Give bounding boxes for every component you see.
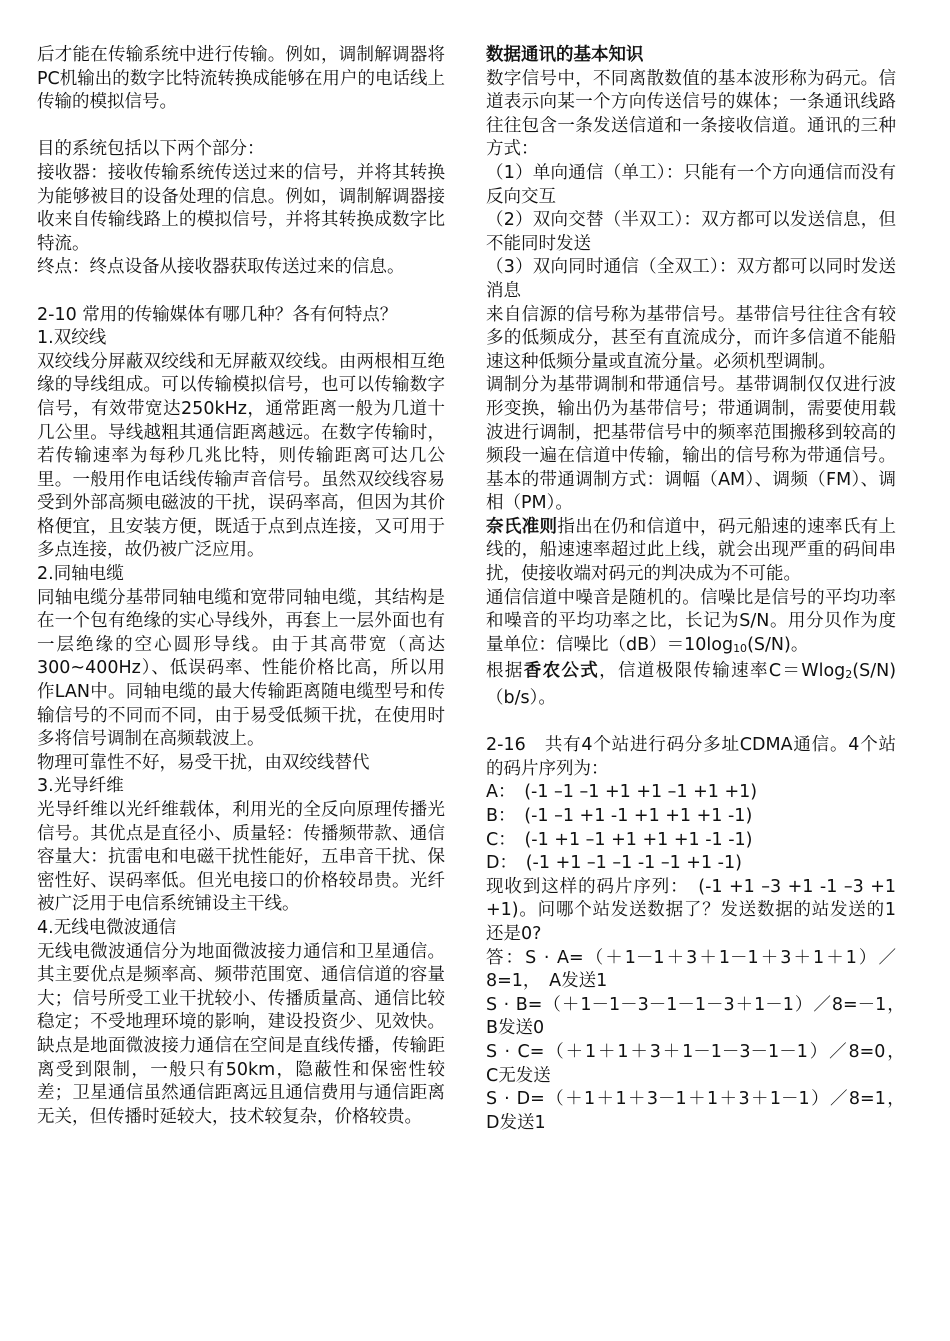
- shannon-log-base: 2: [845, 668, 853, 682]
- modulation-paragraph: 调制分为基带调制和带通信号。基带调制仅仅进行波形变换，输出仍为基带信号；带通调制，需要使用载波进行调制，把基带信号中的频率范围搬移到较高的频段一遍在信道中传输，输出的信号称为带通信号。基本的带通调制方式：调幅（AM）、调频（FM）、调相（PM）。: [486, 375, 896, 514]
- chip-sequence-d: D： (-1 +1 –1 –1 -1 –1 +1 -1): [486, 853, 742, 874]
- coax-note: 物理可靠性不好，易受干扰，由双绞线替代: [37, 752, 370, 773]
- nyquist-paragraph: [486, 516, 896, 587]
- fiber-body: 光导纤维以光纤维载体，利用光的全反向原理传播光信号。其优点是直径小、质量轻：传播频带款、通信容量大：抗雷电和电磁干扰性能好，五串音干扰、保密性好、误码率低。但光电接口的价格较昂贵。光纤被广泛用于电信系统铺设主干线。: [37, 800, 445, 915]
- answer-b: S · B=（＋1－1－3－1－1－3＋1－1）／8=－1， B发送0: [486, 994, 914, 1039]
- question-2-10: 2-10 常用的传输媒体有哪几种？各有何特点？: [37, 304, 398, 325]
- coax-body: 同轴电缆分基带同轴电缆和宽带同轴电缆，其结构是在一个包有绝缘的实心导线外，再套上一层外面也有一层绝缘的空心圆形导线。由于其高带宽（高达300~400Hz）、低误码率、性能价格比高，所以用作LAN中。同轴电缆的最大传输距离随电缆型号和传输信号的不同而不同，由于易受低频干扰，在使用时多将信号调制在高频载波上。: [37, 587, 445, 750]
- simplex-mode: （1）单向通信（单工）：只能有一个方向通信而没有反向交互: [486, 162, 896, 207]
- fiber-heading: 3.光导纤维: [37, 776, 124, 797]
- data-comm-basics-body: 数字信号中，不同离散数值的基本波形称为码元。信道表示向某一个方向传送信号的媒体；一条通讯线路往往包含一条发送信道和一条接收信道。通讯的三种方式：: [486, 68, 896, 160]
- twisted-pair-heading: 1.双绞线: [37, 328, 107, 349]
- nyquist-term: 奈氏准则: [486, 516, 558, 537]
- snr-formula-tail: (S/N)。: [747, 634, 809, 655]
- nyquist-text: 指出在仍和信道中，码元船速的速率氏有上线的，船速速率超过此上线，就会出现严重的码间串扰，使接收端对码元的判决成为不可能。: [486, 516, 897, 585]
- spacer: [486, 711, 896, 735]
- twisted-pair-body: 双绞线分屏蔽双绞线和无屏蔽双绞线。由两根相互绝缘的导线组成。可以传输模拟信号，也可以传输数字信号，有效带宽达250kHz，通常距离一般为几道十几公里。导线越粗其通信距离越远。在数字传输时，若传输速率为每秒几兆比特，则传输距离可达几公里。一般用作电话线传输声音信号。虽然双绞线容易受到外部高频电磁波的干扰，误码率高，但因为其价格便宜，且安装方便，既适于点到点连接，又可用于多点连接，故仍被广泛应用。: [37, 351, 445, 561]
- received-sequence: 现收到这样的码片序列： (-1 +1 –3 +1 -1 –3 +1 +1)。问哪个站发送数据了？发送数据的站发送的1还是0?: [486, 876, 896, 944]
- intro-paragraph: 后才能在传输系统中进行传输。例如，调制解调器将PC机输出的数字比特流转换成能够在用户的电话线上传输的模拟信号。: [37, 45, 445, 113]
- answer-d: S · D=（＋1＋1＋3－1＋1＋3＋1－1）／8=1， D发送1: [486, 1089, 914, 1133]
- chip-sequence-b: B： (-1 –1 +1 -1 +1 +1 +1 -1): [486, 806, 753, 826]
- shannon-paragraph: [486, 660, 896, 710]
- spacer: [37, 280, 445, 304]
- right-column: [486, 44, 914, 1135]
- chip-sequence-c: C： (-1 +1 –1 +1 +1 +1 -1 -1): [486, 829, 753, 850]
- shannon-prefix: 根据: [486, 661, 524, 682]
- shannon-term: 香农公式: [523, 661, 600, 682]
- destination-system-title: 目的系统包括以下两个部分：: [37, 139, 265, 160]
- coax-heading: 2.同轴电缆: [37, 564, 124, 585]
- answer-a: 答：S · A=（＋1－1＋3＋1－1＋3＋1＋1）／8=1， A发送1: [486, 947, 896, 992]
- spacer: [37, 115, 445, 139]
- question-2-16: 2-16 共有4个站进行码分多址CDMA通信。4个站的码片序列为：: [486, 735, 896, 779]
- snr-paragraph: [486, 587, 896, 661]
- full-duplex-mode: （3）双向同时通信（全双工）：双方都可以同时发送消息: [486, 257, 896, 301]
- answer-c: S · C=（＋1＋1＋3＋1－1－3－1－1）／8=0， C无发送: [486, 1041, 914, 1086]
- receiver-paragraph: 接收器：接收传输系统传送过来的信号，并将其转换为能够被目的设备处理的信息。例如，调制解调器接收来自传输线路上的模拟信号，并将其转换成数字比特流。: [37, 162, 445, 254]
- snr-text: 通信信道中噪音是随机的。信噪比是信号的平均功率和噪音的平均功率之比，长记为S/N。用分贝作为度量单位：信噪比（dB）＝10log: [486, 587, 896, 655]
- data-comm-basics-heading: 数据通讯的基本知识: [486, 45, 644, 65]
- shannon-formula-tail: (S/N)（b/s）。: [486, 661, 897, 709]
- half-duplex-mode: （2）双向交替（半双工）：双方都可以发送信息，但不能同时发送: [486, 210, 896, 254]
- endpoint-paragraph: 终点：终点设备从接收器获取传送过来的信息。: [37, 257, 405, 278]
- baseband-paragraph: 来自信源的信号称为基带信号。基带信号往往含有较多的低频成分，甚至有直流成分，而许多信道不能船速这种低频分量或直流分量。必须机型调制。: [486, 304, 896, 372]
- left-column: [37, 44, 445, 1129]
- microwave-heading: 4.无线电微波通信: [37, 917, 177, 938]
- chip-sequence-a: A： (-1 –1 –1 +1 +1 –1 +1 +1): [486, 782, 758, 803]
- microwave-body: 无线电微波通信分为地面微波接力通信和卫星通信。其主要优点是频率高、频带范围宽、通信信道的容量大；信号所受工业干扰较小、传播质量高、通信比较稳定；不受地理环境的影响，建设投资少、见效快。缺点是地面微波接力通信在空间是直线传播，传输距离受到限制，一般只有50km，隐蔽性和保密性较差；卫星通信虽然通信距离远且通信费用与通信距离无关，但传播时延较大，技术较复杂，价格较贵。: [37, 941, 445, 1127]
- snr-log-base: 10: [733, 641, 748, 655]
- shannon-text: ，信道极限传输速率C＝Wlog: [599, 661, 846, 682]
